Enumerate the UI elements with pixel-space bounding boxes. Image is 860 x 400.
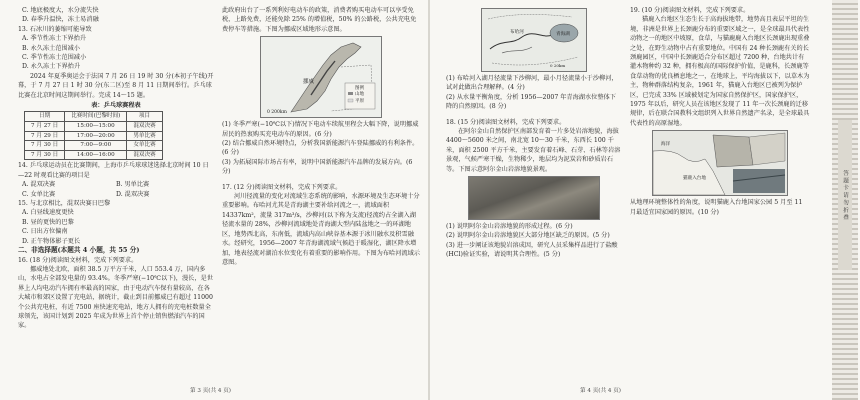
option-14c: C. 女单比赛 xyxy=(22,190,56,198)
table-cell: 女单比赛 xyxy=(127,141,162,151)
question-14: 14. 乒乓球运动员在比赛期间，上海市乒乓球球迷选择北京时间 10 日—22 时观看比赛的项目是 xyxy=(18,162,209,179)
plateau-map-figure xyxy=(652,130,788,196)
olympic-material: 2024 年夏季奥运会于法国 7 月 26 日 19 时 30 分(本初子午线)开幕，于 7 月 27 日 1 时 30 分(东二区)至 8 月 11 日期间举行。乒乓球比赛在北京时间这期间举行。完成 14～15 题。 xyxy=(18,72,214,99)
question-13: 13. 石冰川的萎缩可能导致 xyxy=(18,25,92,33)
table-header-row xyxy=(25,112,163,122)
question-19: 19. (10 分)阅读图文材料，完成下列要求。 xyxy=(630,7,750,14)
question-19-material: 猫鹿入台地区生态生长于高海拔地带，地势高且表层平坦的生境，非洲是世界上长颈鹿分布的重要区域之一，是全球最具代表性动物之一的地区中坡原，食草，与猫鹿鹿入台地区长颈鹿出现重叠之处，在野生动物中占有重要地位。中国有 24 种长颈鹿有关的长颈鹿园区，中国中长颈鹿适合分布区超过 7200 种，台地共计有灌木物种约 32 种，拥有极高的国际保护价值，是鹿科，长颈鹿等食草动物的优良栖息地之一，在地球上，平均海拔以下，以草木为主，物种群落结构复杂，1961 年，猫鹿入台地区已被列为保护区，已完成 33% 区域被划定为国家自然保护区，国家保护区，1975 年以后，研究人员在该地区发现了 11 年一次长颈鹿的迁移规律，后在联合国教科文组织列入世界自然遗产名录，是全球最具代表性的高原湿地。 xyxy=(630,16,810,127)
option-13b: B. 永久冻土范围减小 xyxy=(22,44,80,52)
question-19-prompt: 从地理环境整体性的角度，说明猫鹿入台地国家公园 5 月至 11 月最适宜国家园的原因。(10 分) xyxy=(630,199,803,216)
buha-river-label: 布哈河 xyxy=(510,30,524,35)
table-cell: 14:00—16:00 xyxy=(65,150,127,160)
question-17-part1: (1) 布哈河入湖月径流量下沙柳河，最小月径流量小于沙柳河，试对此做出合理解释。(4 分) xyxy=(446,75,618,92)
page-footer: 第 4 页(共 4 页) xyxy=(580,388,621,394)
table-cell: 混双决赛 xyxy=(127,122,162,132)
exam-page-3 xyxy=(0,0,428,400)
table-row xyxy=(25,122,163,132)
table-header: 比赛时间(巴黎时间) xyxy=(65,112,127,122)
option-12d: D. 春季升温快，冻土易消融 xyxy=(22,16,99,24)
buha-river-map xyxy=(482,9,586,71)
option-15a: A. 白昼线速度更快 xyxy=(22,209,74,217)
option-14b: B. 男单比赛 xyxy=(116,181,150,189)
qinghai-lake-label: 青海湖 xyxy=(556,32,570,37)
plateau-label: 猫鹿入台地 xyxy=(683,176,706,182)
legend-mountain: 山地 xyxy=(355,92,364,98)
option-15c: C. 日出方位偏南 xyxy=(22,228,68,236)
table-cell: 7:00—9:00 xyxy=(65,141,127,151)
page-footer: 第 3 页(共 4 页) xyxy=(190,388,231,394)
schedule-table xyxy=(24,111,163,160)
legend-plain: 平原 xyxy=(355,99,364,105)
page3-column-left xyxy=(18,6,214,331)
question-16-part2: (2) 结合挪威自然环境特点，分析我国新能源汽车登陆挪威的有利条件。(6 分) xyxy=(222,140,419,157)
option-13d: D. 永久冻土下界抬升 xyxy=(22,63,81,71)
page4-column-left xyxy=(446,6,622,260)
norway-map xyxy=(261,37,381,117)
option-12c: C. 地底极度大，水分流失快 xyxy=(22,7,99,14)
question-18: 18. (15 分)阅读图文材料，完成下列要求。 xyxy=(446,118,566,126)
question-18-part1: (1) 说明阿尔金山岩溶地貌的形成过程。(6 分) xyxy=(446,223,573,231)
buha-river-map-figure xyxy=(481,8,587,72)
table-cell: 7 月 29 日 xyxy=(25,131,65,141)
question-17-material: 河川径流量的变化对流域生态系统的影响，水源环境及生态环境十分重要影响。布哈河尤其是青海湖主要补给河流之一，流域面积 14337km²，流量 317m³/s，沙柳河(以下称为支流)径流约占全湖入湖径流水量的 28%，沙柳河流域地处青海湖大型内陆盆地之一的环湖地区，地势西北高，东南低，流域内高山峡谷基本源于冰川融水及积雪融水。经研究，1956—2007 年青海湖流域气候趋于暖湿化，湖区降水增加，地表径流对湖泊水位变化有着重要的影响作用。下图为布哈河流域示意图。 xyxy=(222,193,420,266)
question-18-part3: (3) 进一步阐证该地貌岩溶成因，研究人员采集样品进行了盐酸(HCl)验证实验，请说明其合理性。(5 分) xyxy=(446,241,618,259)
table-cell: 7 月 27 日 xyxy=(25,122,65,132)
table-cell: 17:00—20:00 xyxy=(65,131,127,141)
scale-label: 0 20km xyxy=(550,63,566,68)
option-13a: A. 季节性冻土下界抬升 xyxy=(22,35,87,43)
table-row xyxy=(25,150,163,160)
scale-label: 0 200km xyxy=(267,110,287,116)
table-cell: 男单比赛 xyxy=(127,131,162,141)
legend-title: 图例 xyxy=(355,86,364,92)
question-16-material-cont: 此政府出台了一系列利好电动车的政策，消费者购买电动车可以享受免税，上路免费，还能免除 25% 的增值税，50% 的公路税，公共充电免费停车等措施。下图为挪威区域地形示意图。 xyxy=(222,7,417,33)
ocean-label: 海洋 xyxy=(661,142,671,148)
table-cell: 7 月 30 日 xyxy=(25,150,65,160)
question-15: 15. 与北京相比，混双决赛日巴黎 xyxy=(18,200,111,208)
table-caption: 表：乒乓球赛程表 xyxy=(91,102,141,110)
table-header: 项目 xyxy=(127,112,162,122)
question-16: 16. (18 分)阅读图文材料，完成下列要求。 xyxy=(18,256,138,264)
page4-column-right xyxy=(630,6,810,217)
option-14d: D. 混双决赛 xyxy=(116,190,150,198)
border-label: 答 题 卡 请 勿 折 叠 xyxy=(838,120,852,270)
section-heading: 二、非选择题(本题共 4 小题，共 55 分) xyxy=(18,246,140,255)
karst-landscape-photo xyxy=(468,176,600,220)
question-18-part2: (2) 说明阿尔金山岩溶地貌区大部分地区缺乏的原因。(5 分) xyxy=(446,232,610,240)
exam-page-4 xyxy=(430,0,860,400)
table-row xyxy=(25,131,163,141)
question-17: 17. (12 分)阅读图文材料，完成下列要求。 xyxy=(222,183,342,191)
table-cell: 15:00—15:00 xyxy=(65,122,127,132)
norway-label: 挪威 xyxy=(303,79,315,86)
answer-sheet-border xyxy=(832,0,858,400)
question-18-material: 在阿尔金山自然保护区南部发育着一片多处岩溶地貌，海拔 4400～5600 米之间，南北宽 10～30 千米，东西长 100 千米，面积 2500 平方千米，主要发育着石峰、石芽、石林等岩溶景观，气候严寒干燥，生物稀少，地层均为泥炭岩和砂质岩石等。下图示意阿尔金山岩溶地貌景观。 xyxy=(446,128,621,173)
page3-column-right xyxy=(222,6,420,267)
question-16-part3: (3) 为拓展国际市场占有率，说明中国新能源汽车品牌的发展方向。(6 分) xyxy=(222,158,413,176)
table-cell: 混双决赛 xyxy=(127,150,162,160)
question-16-material: 挪威地处北欧，面积 38.5 万平方千米，人口 553.4 万，国内多山，水电占全部发电量的 93.4%。冬季严寒(−10℃以下)，漫长，是世界上人均电动汽车拥有率最高的国家，由于电动汽车保有量较高，在各大城市和郊区设置了充电站，据统计，截止到目前挪威已有超过 11000 个公共充电桩，有近 7500 座快速充电站，地方人拥有的充电桩数量全球领先，该国计划到 2025 年成为世界上首个停止销售燃油汽车的国家。 xyxy=(18,265,213,330)
table-header: 日期 xyxy=(25,112,65,122)
question-17-part2: (2) 从水量平衡角度，分析 1956—2007 年青海湖水位整体下降的自然原因。(8 分) xyxy=(446,93,616,111)
table-cell: 7 月 30 日 xyxy=(25,141,65,151)
plateau-map xyxy=(653,131,787,195)
question-16-part1: (1) 冬季严寒(−10℃以下)情况下电动车续航里程会大幅下降，说明挪威居民的热衷购买充电动车的原因。(6 分) xyxy=(222,121,419,138)
option-13c: C. 季节性冻土范围减小 xyxy=(22,54,87,62)
option-14a: A. 混双决赛 xyxy=(22,181,56,189)
table-row xyxy=(25,141,163,151)
option-15b: B. 昼的更快的巴黎 xyxy=(22,218,74,226)
norway-map-figure xyxy=(260,36,382,118)
option-15d: D. 正午物体影子更长 xyxy=(22,237,81,245)
